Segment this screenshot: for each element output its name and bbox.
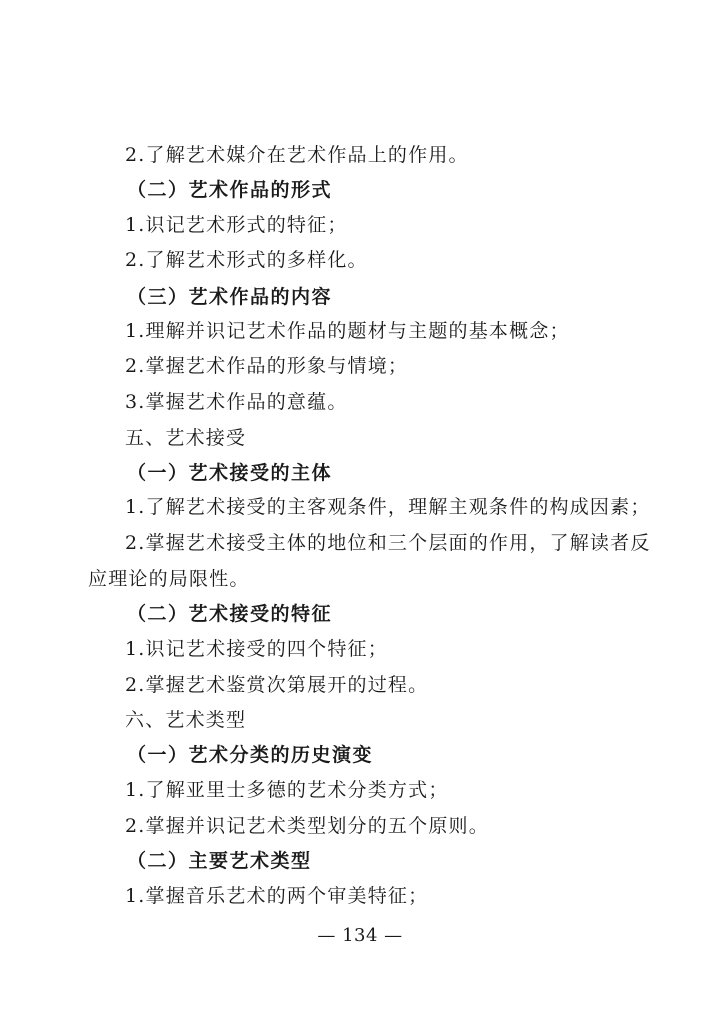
subsection-heading: （三）艺术作品的内容 — [127, 286, 333, 308]
text-line: 1.理解并识记艺术作品的题材与主题的基本概念； — [125, 320, 570, 342]
subsection-heading: （一）艺术接受的主体 — [127, 462, 333, 484]
text-line: 2.了解艺术形式的多样化。 — [125, 249, 368, 271]
text-line: 2.掌握艺术作品的形象与情境； — [125, 355, 409, 377]
page-number: — 134 — — [317, 925, 403, 946]
text-line: 1.识记艺术形式的特征； — [125, 214, 348, 236]
text-line: 应理论的局限性。 — [88, 568, 250, 590]
text-line: 1.了解艺术接受的主客观条件，理解主观条件的构成因素； — [125, 496, 651, 518]
text-line: 1.掌握音乐艺术的两个审美特征； — [125, 885, 429, 907]
text-line: 2.掌握艺术鉴赏次第展开的过程。 — [125, 674, 429, 696]
section-heading: 五、艺术接受 — [125, 427, 247, 449]
text-line: 1.了解亚里士多德的艺术分类方式； — [125, 779, 449, 801]
text-line: 1.识记艺术接受的四个特征； — [125, 638, 388, 660]
text-line: 2.掌握并识记艺术类型划分的五个原则。 — [125, 815, 489, 837]
subsection-heading: （二）艺术作品的形式 — [127, 179, 333, 201]
subsection-heading: （二）主要艺术类型 — [127, 850, 312, 872]
subsection-heading: （二）艺术接受的特征 — [127, 603, 333, 625]
section-heading: 六、艺术类型 — [125, 709, 247, 731]
text-line: 2.掌握艺术接受主体的地位和三个层面的作用，了解读者反 — [125, 532, 651, 554]
text-line: 2.了解艺术媒介在艺术作品上的作用。 — [125, 144, 469, 166]
subsection-heading: （一）艺术分类的历史演变 — [127, 744, 374, 766]
text-line: 3.掌握艺术作品的意蕴。 — [125, 391, 348, 413]
